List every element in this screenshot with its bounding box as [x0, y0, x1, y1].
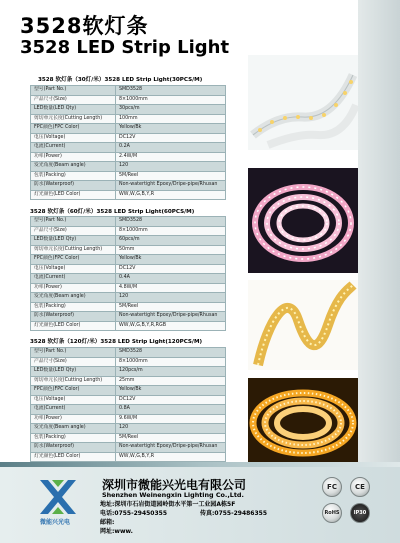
strip-photo-white: [248, 55, 358, 150]
spec-row: [31, 302, 226, 312]
spec-value: DC12V: [116, 395, 226, 405]
company-name-en: Shenzhen Weinengxin Lighting Co.,Ltd.: [102, 491, 244, 499]
spec-row: [31, 152, 226, 162]
spec-key: LED数量(LED Qty): [31, 236, 116, 246]
spec-value: 0.4A: [116, 274, 226, 284]
spec-value: 5M/Reel: [116, 302, 226, 312]
spec-key: 灯光颜色(LED Color): [31, 190, 116, 200]
spec-value: 4.8W/M: [116, 283, 226, 293]
spec-value: 2.4W/M: [116, 152, 226, 162]
spec-key: 电流(Current): [31, 274, 116, 284]
spec-key: 电流(Current): [31, 405, 116, 415]
spec-value: 100mm: [116, 114, 226, 124]
spec-value: 120pcs/m: [116, 367, 226, 377]
spec-key: 防水(Waterproof): [31, 443, 116, 453]
company-name-cn: 深圳市微能兴光电有限公司: [102, 478, 247, 492]
spec-row: [31, 274, 226, 284]
spec-row: [31, 236, 226, 246]
spec-key: 电压(Voltage): [31, 264, 116, 274]
spec-key: 发光角度(Beam angle): [31, 293, 116, 303]
spec-key: 型号(Part No.): [31, 348, 116, 358]
spec-row: [31, 114, 226, 124]
spec-value: 30pcs/m: [116, 105, 226, 115]
spec-value: 5M/Reel: [116, 433, 226, 443]
spec-key: 电压(Voltage): [31, 395, 116, 405]
spec-key: 灯光颜色(LED Color): [31, 452, 116, 462]
spec-row: [31, 452, 226, 462]
spec-row: [31, 348, 226, 358]
strip-photo-pink-coil: [248, 168, 358, 273]
spec-value: Yellow/Bk: [116, 124, 226, 134]
spec-row: [31, 181, 226, 191]
spec-key: 产品尺寸(Size): [31, 95, 116, 105]
spec-row: [31, 162, 226, 172]
spec-key: 包装(Packing): [31, 302, 116, 312]
spec-key: LED数量(LED Qty): [31, 367, 116, 377]
spec-row: [31, 171, 226, 181]
spec-value: 25mm: [116, 376, 226, 386]
spec-row: [31, 226, 226, 236]
spec-value: WW,W,G,B,Y,R: [116, 190, 226, 200]
spec-key: FPC颜色(FPC Color): [31, 124, 116, 134]
spec-value: DC12V: [116, 264, 226, 274]
spec-row: [31, 312, 226, 322]
spec-row: [31, 386, 226, 396]
spec-key: 包装(Packing): [31, 433, 116, 443]
spec-row: [31, 283, 226, 293]
spec-value: Non-watertight Epoxy/Dripe-pipe/Rhusan: [116, 443, 226, 453]
spec-value: 8×1000mm: [116, 226, 226, 236]
spec-value: 0.8A: [116, 405, 226, 415]
spec-value: Non-watertight Epoxy/Dripe-pipe/Rhusan: [116, 181, 226, 191]
spec-row: [31, 255, 226, 265]
strip-photo-yellow-wave: [248, 280, 358, 370]
spec-row: [31, 245, 226, 255]
spec-key: 包装(Packing): [31, 171, 116, 181]
spec-row: [31, 133, 226, 143]
page-title-en: 3528 LED Strip Light: [20, 37, 230, 58]
section-title-60pcs: 3528 软灯条（60灯/米）3528 LED Strip Light(60PCS/M): [30, 209, 195, 215]
section-title-120pcs: 3528 软灯条（120灯/米）3528 LED Strip Light(120PCS/M): [30, 339, 203, 345]
spec-value: 120: [116, 162, 226, 172]
spec-row: [31, 395, 226, 405]
spec-value: 50mm: [116, 245, 226, 255]
spec-value: Non-watertight Epoxy/Dripe-pipe/Rhusan: [116, 312, 226, 322]
spec-key: 产品尺寸(Size): [31, 226, 116, 236]
strip-photo-warm-coil: [248, 378, 358, 462]
company-address: 地址:深圳市石岩街道园岭街水平第一工业园A栋5F: [100, 501, 236, 508]
spec-value: SMD3528: [116, 86, 226, 96]
spec-key: 剪切单元长度(Cutting Length): [31, 114, 116, 124]
fc-badge-icon: FC: [322, 477, 342, 497]
spec-key: 剪切单元长度(Cutting Length): [31, 376, 116, 386]
spec-key: 剪切单元长度(Cutting Length): [31, 245, 116, 255]
spec-value: 8×1000mm: [116, 357, 226, 367]
spec-row: [31, 443, 226, 453]
ip-rating-badge-icon: IP30: [350, 503, 370, 523]
spec-row: [31, 264, 226, 274]
spec-key: 功率(Power): [31, 283, 116, 293]
spec-row: [31, 86, 226, 96]
spec-value: SMD3528: [116, 217, 226, 227]
spec-row: [31, 293, 226, 303]
spec-row: [31, 321, 226, 331]
spec-table-60pcs: [30, 216, 226, 331]
spec-key: FPC颜色(FPC Color): [31, 386, 116, 396]
spec-key: 发光角度(Beam angle): [31, 424, 116, 434]
company-tel: 电话:0755-29450355: [100, 510, 167, 517]
spec-key: LED数量(LED Qty): [31, 105, 116, 115]
company-website: 网址:www.: [100, 528, 133, 535]
spec-key: 产品尺寸(Size): [31, 357, 116, 367]
spec-row: [31, 217, 226, 227]
spec-key: 电流(Current): [31, 143, 116, 153]
section-title-30pcs: 3528 软灯条（30灯/米）3528 LED Strip Light(30PCS/M): [38, 77, 203, 83]
spec-row: [31, 414, 226, 424]
spec-key: 电压(Voltage): [31, 133, 116, 143]
spec-value: SMD3528: [116, 348, 226, 358]
spec-row: [31, 424, 226, 434]
spec-key: 型号(Part No.): [31, 86, 116, 96]
spec-row: [31, 376, 226, 386]
spec-key: 功率(Power): [31, 152, 116, 162]
spec-row: [31, 190, 226, 200]
company-email: 邮箱:: [100, 519, 115, 526]
company-fax: 传真:0755-29486355: [200, 510, 267, 517]
spec-value: 0.2A: [116, 143, 226, 153]
ce-badge-icon: CE: [350, 477, 370, 497]
spec-key: 功率(Power): [31, 414, 116, 424]
spec-table-30pcs: [30, 85, 226, 200]
spec-value: WW,W,G,B,Y,R: [116, 452, 226, 462]
spec-row: [31, 95, 226, 105]
spec-value: DC12V: [116, 133, 226, 143]
spec-key: 防水(Waterproof): [31, 181, 116, 191]
spec-value: Yellow/Bk: [116, 386, 226, 396]
spec-row: [31, 405, 226, 415]
spec-key: 灯光颜色(LED Color): [31, 321, 116, 331]
spec-row: [31, 357, 226, 367]
spec-row: [31, 433, 226, 443]
spec-value: 120: [116, 424, 226, 434]
spec-value: WW,W,G,B,Y,R,RGB: [116, 321, 226, 331]
spec-row: [31, 124, 226, 134]
spec-key: 防水(Waterproof): [31, 312, 116, 322]
company-logo-icon: [38, 478, 78, 516]
logo-text: 微能兴光电: [40, 519, 71, 526]
spec-value: Yellow/Bk: [116, 255, 226, 265]
spec-key: 发光角度(Beam angle): [31, 162, 116, 172]
rohs-badge-icon: RoHS: [322, 503, 342, 523]
spec-value: 5M/Reel: [116, 171, 226, 181]
spec-row: [31, 143, 226, 153]
spec-key: 型号(Part No.): [31, 217, 116, 227]
spec-value: 8×1000mm: [116, 95, 226, 105]
spec-row: [31, 105, 226, 115]
spec-key: FPC颜色(FPC Color): [31, 255, 116, 265]
spec-value: 9.6W/M: [116, 414, 226, 424]
spec-value: 120: [116, 293, 226, 303]
spec-row: [31, 367, 226, 377]
page-title-cn: 3528软灯条: [20, 14, 149, 38]
spec-table-120pcs: [30, 347, 226, 462]
spec-value: 60pcs/m: [116, 236, 226, 246]
